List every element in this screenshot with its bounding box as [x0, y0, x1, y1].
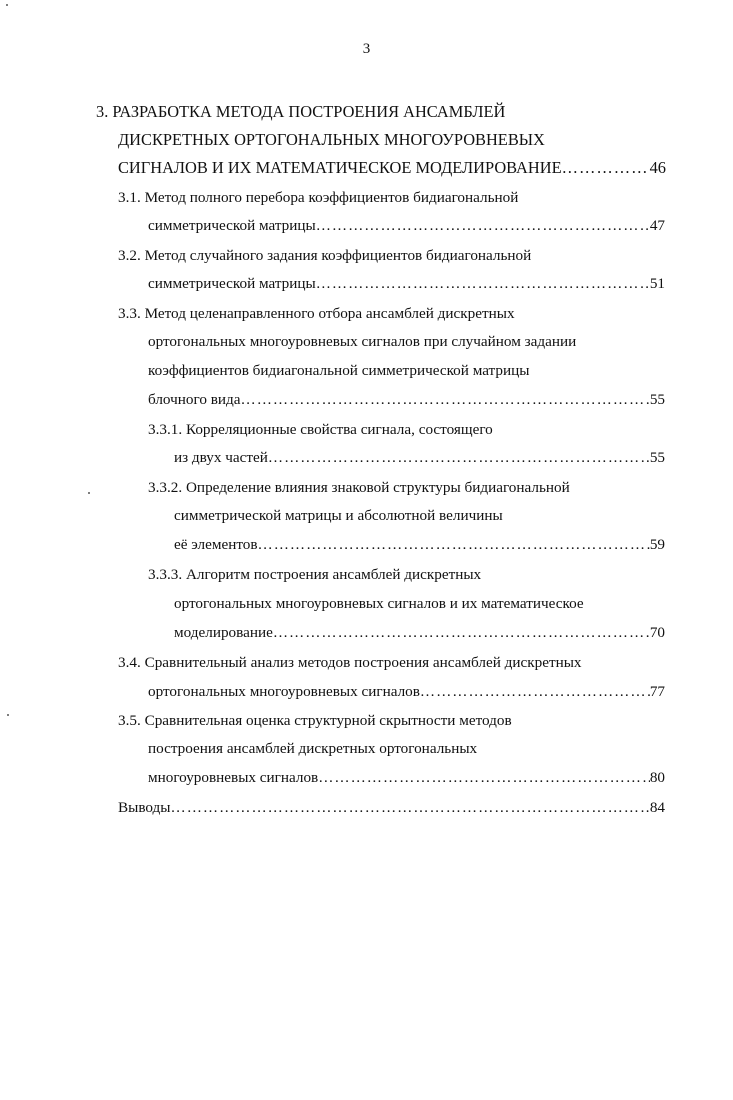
dot-leader: [318, 769, 650, 787]
toc-line: [148, 683, 665, 701]
toc-line: 3.3.2. Определение влияния знаковой структуры бидиагональной: [148, 479, 570, 496]
toc-line: симметрической матрицы и абсолютной величины: [174, 507, 503, 524]
page-number: 3: [362, 41, 371, 57]
toc-line: [174, 536, 665, 554]
toc-line: [174, 449, 665, 467]
toc-entry-title: из двух частей: [174, 449, 268, 466]
dot-leader: [420, 683, 650, 701]
dot-leader: [316, 217, 650, 235]
dot-leader: [316, 275, 650, 293]
toc-line: [148, 275, 665, 293]
toc-line: [148, 769, 665, 787]
toc-line: 3.1. Метод полного перебора коэффициентов бидиагональной: [118, 189, 519, 206]
toc-page-number: 84: [649, 799, 665, 816]
toc-entry-title: симметрической матрицы: [148, 275, 316, 292]
toc-line: 3.4. Сравнительный анализ методов построения ансамблей дискретных: [118, 654, 582, 671]
toc-entry-title: моделирование: [174, 624, 273, 641]
toc-page-number: 51: [649, 275, 665, 292]
scan-speck: [88, 492, 90, 494]
dot-leader: [241, 391, 650, 409]
toc-page-number: 46: [649, 158, 666, 177]
toc-entry-title: блочного вида: [148, 391, 241, 408]
toc-page-number: 80: [649, 769, 665, 786]
toc-page-number: 55: [649, 449, 665, 466]
dot-leader: [268, 449, 650, 467]
toc-line: [118, 159, 666, 177]
toc-entry-title: Выводы: [118, 799, 171, 816]
toc-line: 3.3. Метод целенаправленного отбора ансамблей дискретных: [118, 305, 515, 322]
toc-line: ортогональных многоуровневых сигналов и их математическое: [174, 595, 584, 612]
toc-line: 3.5. Сравнительная оценка структурной скрытности методов: [118, 712, 512, 729]
toc-line: [148, 217, 665, 235]
toc-line: ортогональных многоуровневых сигналов при случайном задании: [148, 333, 577, 350]
toc-line: [118, 799, 665, 817]
toc-page-number: 59: [649, 536, 665, 553]
toc-page-number: 77: [649, 683, 665, 700]
toc-entry-title: многоуровневых сигналов: [148, 769, 319, 786]
toc-entry-title: ортогональных многоуровневых сигналов: [148, 683, 420, 700]
dot-leader: [258, 536, 650, 554]
scan-speck: [6, 4, 8, 6]
dot-leader: [273, 624, 650, 642]
toc-line: 3.3.1. Корреляционные свойства сигнала, состоящего: [148, 421, 493, 438]
toc-line: 3.3.3. Алгоритм построения ансамблей дискретных: [148, 566, 482, 583]
toc-line: 3. РАЗРАБОТКА МЕТОДА ПОСТРОЕНИЯ АНСАМБЛЕЙ: [96, 102, 506, 121]
toc-line: построения ансамблей дискретных ортогональных: [148, 740, 478, 757]
toc-entry-title: её элементов: [174, 536, 258, 553]
toc-entry-title: симметрической матрицы: [148, 217, 316, 234]
toc-page-number: 70: [649, 624, 665, 641]
toc-line: [174, 624, 665, 642]
scan-speck: [7, 714, 9, 716]
toc-line: ДИСКРЕТНЫХ ОРТОГОНАЛЬНЫХ МНОГОУРОВНЕВЫХ: [118, 130, 545, 149]
toc-page-number: 47: [649, 217, 665, 234]
toc-line: 3.2. Метод случайного задания коэффициентов бидиагональной: [118, 247, 532, 264]
toc-page-number: 55: [649, 391, 665, 408]
toc-line: [148, 391, 665, 409]
dot-leader: [562, 159, 650, 177]
toc-entry-title: СИГНАЛОВ И ИХ МАТЕМАТИЧЕСКОЕ МОДЕЛИРОВАНИЕ: [118, 158, 562, 177]
toc-line: коэффициентов бидиагональной симметрической матрицы: [148, 362, 530, 379]
dot-leader: [171, 799, 650, 817]
